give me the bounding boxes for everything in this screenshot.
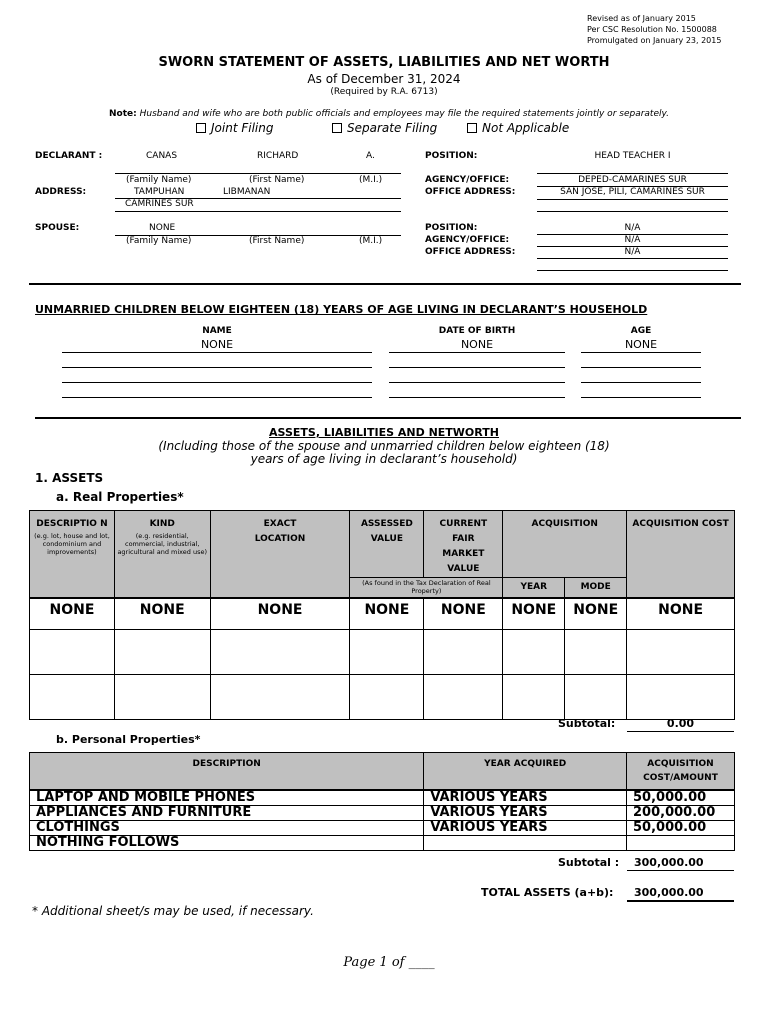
personal-subtotal-value: 300,000.00 <box>634 856 704 869</box>
item-year: VARIOUS YEARS <box>424 790 627 806</box>
declarant-label: DECLARANT : <box>35 151 103 161</box>
item-description: LAPTOP AND MOBILE PHONES <box>30 790 424 806</box>
col-age: AGE <box>630 326 652 336</box>
item-year <box>424 835 627 850</box>
personal-properties-label: b. Personal Properties* <box>56 733 201 746</box>
header-year-acquired: YEAR ACQUIRED <box>424 753 627 790</box>
joint-filing-option[interactable] <box>196 121 273 135</box>
note-label: Note: <box>109 109 137 119</box>
item-cost: 50,000.00 <box>627 790 735 806</box>
not-applicable-option[interactable] <box>467 121 569 135</box>
header-assessed-note: (As found in the Tax Declaration of Real Property) <box>350 578 503 598</box>
spouse-agency-value: N/A <box>624 235 641 245</box>
agency-value: DEPED-CAMARINES SUR <box>578 175 687 185</box>
spouse-first-caption: (First Name) <box>249 236 305 246</box>
table-row <box>30 675 735 720</box>
declarant-mi: A. <box>366 151 375 161</box>
mi-caption: (M.I.) <box>359 175 383 185</box>
section-divider <box>35 417 741 419</box>
table-row <box>30 790 735 806</box>
item-cost: 50,000.00 <box>627 820 735 835</box>
agency-label: AGENCY/OFFICE: <box>425 175 510 185</box>
page-footer: Page 1 of ____ <box>343 955 435 970</box>
col-name: NAME <box>202 326 232 336</box>
personal-properties-table <box>29 752 735 851</box>
item-year: VARIOUS YEARS <box>424 805 627 820</box>
spouse-family-caption: (Family Name) <box>126 236 192 246</box>
header-fair-market: CURRENT FAIR MARKET VALUE <box>424 511 503 578</box>
cell: NONE <box>565 598 627 630</box>
declarant-first-name: RICHARD <box>257 151 299 161</box>
header-location: EXACT LOCATION <box>210 511 350 598</box>
header-kind <box>114 511 210 598</box>
position-value: HEAD TEACHER I <box>594 151 671 161</box>
assets-heading: ASSETS, LIABILITIES AND NETWORTH <box>269 426 499 439</box>
child-dob: NONE <box>460 338 494 351</box>
page-title: SWORN STATEMENT OF ASSETS, LIABILITIES AND NET WORTH <box>158 55 610 70</box>
header-description: DESCRIPTION <box>30 753 424 790</box>
item-description: CLOTHINGS <box>30 820 424 835</box>
cell: NONE <box>350 598 424 630</box>
table-row <box>30 805 735 820</box>
header-description <box>30 511 115 598</box>
child-name: NONE <box>200 338 234 351</box>
table-row <box>30 820 735 835</box>
real-properties-label: a. Real Properties* <box>56 490 184 504</box>
office-address-label: OFFICE ADDRESS: <box>425 187 516 197</box>
address-label: ADDRESS: <box>35 187 87 197</box>
revised-text: Revised as of January 2015 <box>587 14 696 23</box>
assets-subheading-2: years of age living in declarant’s household) <box>250 452 518 466</box>
position-label: POSITION: <box>425 151 478 161</box>
family-name-caption: (Family Name) <box>126 175 192 185</box>
revision-note <box>587 13 721 46</box>
table-row <box>30 835 735 850</box>
header-cost-amount: ACQUISITION COST/AMOUNT <box>627 753 735 790</box>
cell: NONE <box>627 598 735 630</box>
item-cost <box>627 835 735 850</box>
children-heading: UNMARRIED CHILDREN BELOW EIGHTEEN (18) YEARS OF AGE LIVING IN DECLARANT’S HOUSEHOLD <box>35 303 648 316</box>
promulgated-text: Promulgated on January 23, 2015 <box>587 36 722 45</box>
header-acquisition: ACQUISITION <box>503 511 627 578</box>
resolution-text: Per CSC Resolution No. 1500088 <box>587 25 717 34</box>
checkbox[interactable] <box>467 123 477 133</box>
cell: NONE <box>30 598 115 630</box>
spouse-office-address-label: OFFICE ADDRESS: <box>425 247 516 257</box>
filing-note <box>0 109 768 119</box>
total-assets-value: 300,000.00 <box>634 886 704 899</box>
real-properties-table <box>29 510 735 720</box>
header-assessed: ASSESSED VALUE <box>350 511 424 578</box>
header-cost: ACQUISITION COST <box>627 511 735 598</box>
spouse-office-address-value: N/A <box>624 247 641 257</box>
section-divider <box>29 283 741 285</box>
header-mode: MODE <box>565 578 627 598</box>
header-text: DESCRIPTIO N <box>36 519 108 529</box>
option-label: Not Applicable <box>482 121 570 135</box>
table-row <box>30 630 735 675</box>
item-description: APPLIANCES AND FURNITURE <box>30 805 424 820</box>
option-label: Joint Filing <box>211 121 274 135</box>
cell: NONE <box>114 598 210 630</box>
first-name-caption: (First Name) <box>249 175 305 185</box>
header-note: (e.g. lot, house and lot, condominium and improvements) <box>34 532 110 556</box>
cell: NONE <box>424 598 503 630</box>
header-note: (e.g. residential, commercial, industrial, agricultural and mixed use) <box>117 532 208 556</box>
note-text: Husband and wife who are both public officials and employees may file the required statements jointly or separately. <box>139 109 669 119</box>
separate-filing-option[interactable] <box>332 121 437 135</box>
additional-sheet-note: * Additional sheet/s may be used, if necessary. <box>32 904 314 918</box>
header-text: KIND <box>149 519 175 529</box>
option-label: Separate Filing <box>347 121 438 135</box>
assets-subheading-1: (Including those of the spouse and unmarried children below eighteen (18) <box>158 439 610 453</box>
table-row <box>30 598 735 630</box>
spouse-mi-caption: (M.I.) <box>359 236 383 246</box>
total-assets-label: TOTAL ASSETS (a+b): <box>481 886 614 899</box>
header-year: YEAR <box>503 578 565 598</box>
checkbox[interactable] <box>196 123 206 133</box>
personal-subtotal-label: Subtotal : <box>558 856 620 869</box>
child-age: NONE <box>624 338 658 351</box>
real-subtotal-value: 0.00 <box>666 717 695 730</box>
real-subtotal-label: Subtotal: <box>558 717 616 730</box>
item-description: NOTHING FOLLOWS <box>30 835 424 850</box>
col-dob: DATE OF BIRTH <box>438 326 516 336</box>
spouse-agency-label: AGENCY/OFFICE: <box>425 235 510 245</box>
assets-label: 1. ASSETS <box>35 471 104 485</box>
item-cost: 200,000.00 <box>627 805 735 820</box>
spouse-label: SPOUSE: <box>35 223 80 233</box>
address-line1a: TAMPUHAN <box>134 187 185 197</box>
required-by: (Required by R.A. 6713) <box>330 87 438 97</box>
office-address-value: SAN JOSE, PILI, CAMARINES SUR <box>560 187 705 197</box>
address-line2: CAMRINES SUR <box>125 199 194 209</box>
as-of-date: As of December 31, 2024 <box>307 72 461 86</box>
cell: NONE <box>503 598 565 630</box>
cell: NONE <box>210 598 350 630</box>
declarant-family-name: CANAS <box>146 151 178 161</box>
spouse-family-name: NONE <box>149 223 176 233</box>
spouse-position-label: POSITION: <box>425 223 478 233</box>
address-line1b: LIBMANAN <box>223 187 271 197</box>
spouse-position-value: N/A <box>624 223 641 233</box>
item-year: VARIOUS YEARS <box>424 820 627 835</box>
checkbox[interactable] <box>332 123 342 133</box>
